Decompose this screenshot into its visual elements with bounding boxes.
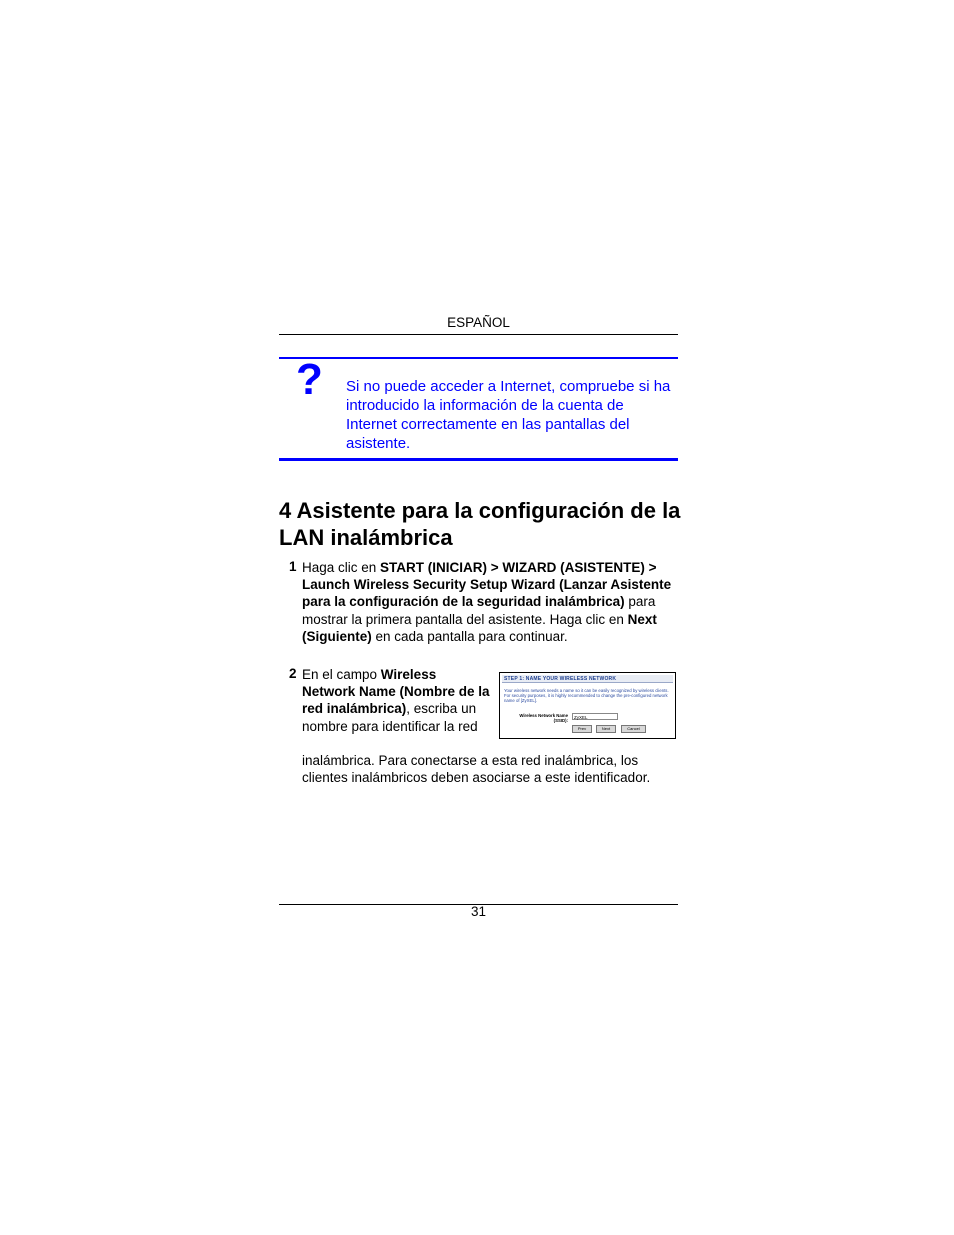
note-bottom-rule — [279, 458, 678, 461]
header-rule — [279, 334, 678, 335]
step-1-text-a: Haga clic en — [302, 560, 381, 575]
step-1-bold-next: Next (Siguiente) — [302, 611, 657, 644]
step-2-bold-field: Wireless Network Name (Nombre de la red inalámbrica) — [302, 667, 490, 717]
step-2-text-a: En el campo — [302, 667, 381, 682]
next-button: Next — [596, 725, 616, 733]
question-mark-icon: ? — [296, 355, 323, 404]
wizard-description: Your wireless network needs a name so it can be easily recognized by wireless clients. For security purposes, it is highly recommended to change the pre-configured network name of [ZyXEL]. — [504, 688, 669, 703]
step-2-number: 2 — [289, 666, 297, 681]
step-1-text-c: en cada pantalla para continuar. — [371, 628, 568, 644]
prev-button: Prev — [572, 725, 592, 733]
running-header: ESPAÑOL — [447, 315, 510, 330]
wizard-step-header: STEP 1: NAME YOUR WIRELESS NETWORK — [502, 675, 673, 683]
step-1-text-b: para mostrar la primera pantalla del asistente. Haga clic en — [302, 594, 656, 627]
step-1-number: 1 — [289, 559, 297, 574]
step-2-continuation: inalámbrica. Para conectarse a esta red inalámbrica, los clientes inalámbricos deben asociarse a este identificador. — [302, 753, 651, 786]
note-text: Si no puede acceder a Internet, compruebe si ha introducido la información de la cuenta de Internet correctamente en las pantallas del asistente. — [346, 378, 671, 452]
wizard-screenshot — [499, 672, 676, 739]
note-top-rule — [279, 357, 678, 359]
step-1-bold-path: START (INICIAR) > WIZARD (ASISTENTE) > Launch Wireless Security Setup Wizard (Lanzar Asistente para la configuración de la seguridad inalámbrica) — [302, 560, 672, 610]
page-number: 31 — [470, 904, 487, 919]
step-2-text-b: , escriba un nombre para identificar la red — [302, 701, 478, 734]
ssid-input: ZyXEL — [572, 713, 618, 720]
ssid-label: Wireless Network Name (SSID): — [519, 713, 568, 723]
section-heading: 4 Asistente para la configuración de la LAN inalámbrica — [279, 498, 681, 550]
step-1-text — [302, 559, 677, 645]
step-2-text — [302, 666, 492, 735]
cancel-button: Cancel — [621, 725, 646, 733]
